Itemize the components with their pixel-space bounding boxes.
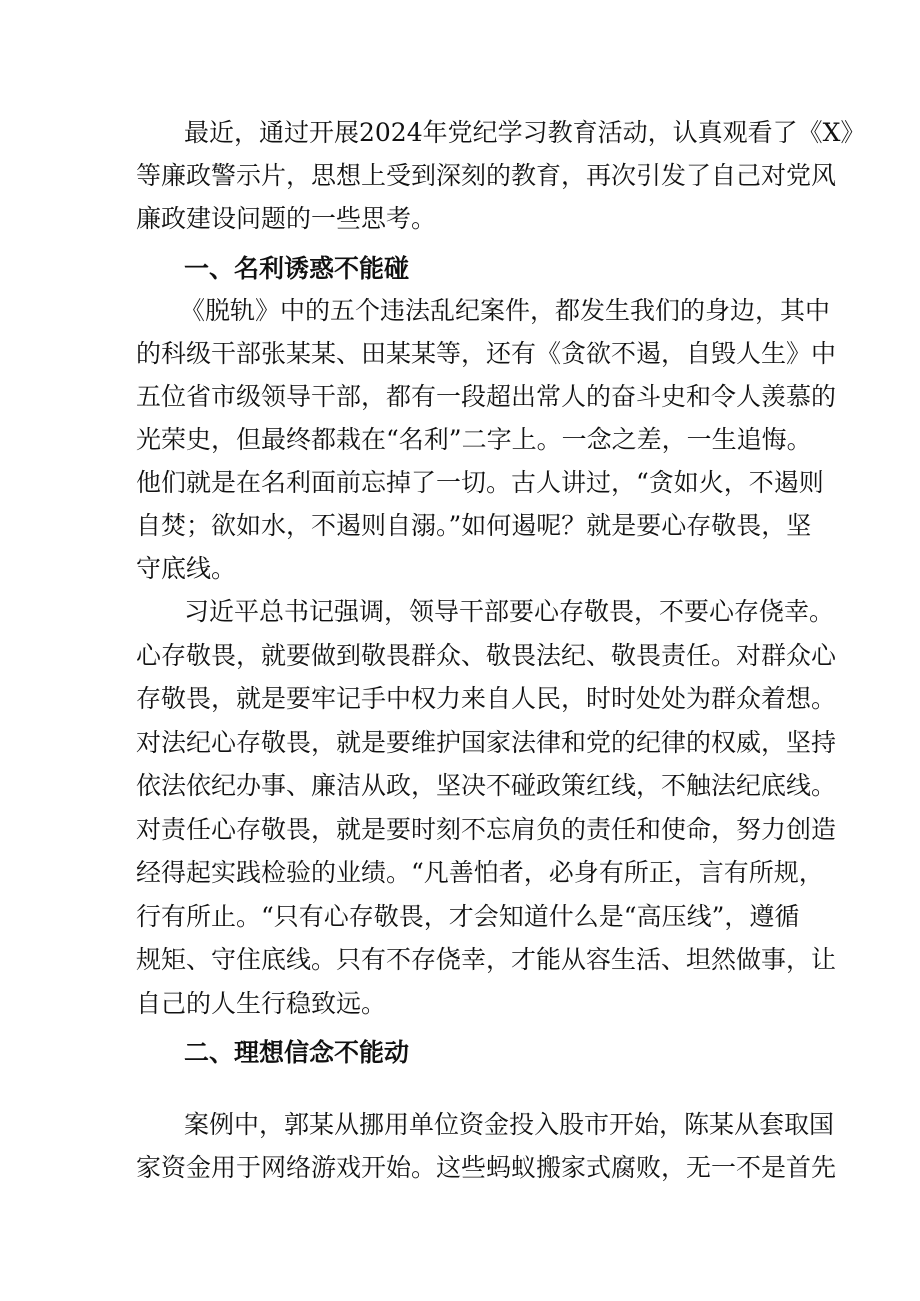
paragraph-3-line-8: 行有所止。“只有心存敬畏，才会知道什么是“高压线”，遵循 bbox=[136, 902, 800, 931]
paragraph-2-line-6: 自焚；欲如水，不遏则自溺。”如何遏呢？就是要心存敬畏，坚 bbox=[136, 511, 812, 540]
paragraph-3-line-4: 对法纪心存敬畏，就是要维护国家法律和党的纪律的权威，坚持 bbox=[136, 728, 837, 757]
paragraph-4-line-2: 家资金用于网络游戏开始。这些蚂蚁搬家式腐败，无一不是首先 bbox=[136, 1153, 837, 1182]
paragraph-3-line-2: 心存敬畏，就要做到敬畏群众、敬畏法纪、敬畏责任。对群众心 bbox=[136, 641, 837, 670]
paragraph-1-line-3: 廉政建设问题的一些思考。 bbox=[136, 204, 437, 233]
paragraph-3-line-9: 规矩、守住底线。只有不存侥幸，才能从容生活、坦然做事，让 bbox=[136, 945, 837, 974]
paragraph-2-line-5: 他们就是在名利面前忘掉了一切。古人讲过，“贪如火，不遏则 bbox=[136, 468, 824, 497]
paragraph-3-line-7: 经得起实践检验的业绩。“凡善怕者，必身有所正，言有所规， bbox=[136, 858, 824, 887]
paragraph-2-line-1: 《脱轨》中的五个违法乱纪案件，都发生我们的身边，其中 bbox=[180, 296, 831, 325]
paragraph-1-line-2: 等廉政警示片，思想上受到深刻的教育，再次引发了自己对党风 bbox=[136, 161, 837, 190]
section-heading-1: 一、名利诱惑不能碰 bbox=[184, 254, 410, 283]
paragraph-3-line-5: 依法依纪办事、廉洁从政，坚决不碰政策红线，不触法纪底线。 bbox=[136, 771, 837, 800]
paragraph-4-line-1: 案例中，郭某从挪用单位资金投入股市开始，陈某从套取国 bbox=[184, 1110, 835, 1139]
section-heading-2: 二、理想信念不能动 bbox=[184, 1038, 410, 1067]
paragraph-3-line-10: 自己的人生行稳致远。 bbox=[136, 989, 387, 1018]
paragraph-3-line-6: 对责任心存敬畏，就是要时刻不忘肩负的责任和使命，努力创造 bbox=[136, 815, 837, 844]
paragraph-2-line-7: 守底线。 bbox=[136, 554, 237, 583]
paragraph-1-line-1: 最近，通过开展2024年党纪学习教育活动，认真观看了《X》 bbox=[184, 118, 866, 147]
paragraph-3-line-3: 存敬畏，就是要牢记手中权力来自人民，时时处处为群众着想。 bbox=[136, 684, 837, 713]
paragraph-2-line-2: 的科级干部张某某、田某某等，还有《贪欲不遏，自毁人生》中 bbox=[136, 339, 837, 368]
paragraph-3-line-1: 习近平总书记强调，领导干部要心存敬畏，不要心存侥幸。 bbox=[184, 597, 835, 626]
paragraph-2-line-4: 光荣史，但最终都栽在“名利”二字上。一念之差，一生追悔。 bbox=[136, 425, 812, 454]
paragraph-2-line-3: 五位省市级领导干部，都有一段超出常人的奋斗史和令人羡慕的 bbox=[136, 382, 837, 411]
